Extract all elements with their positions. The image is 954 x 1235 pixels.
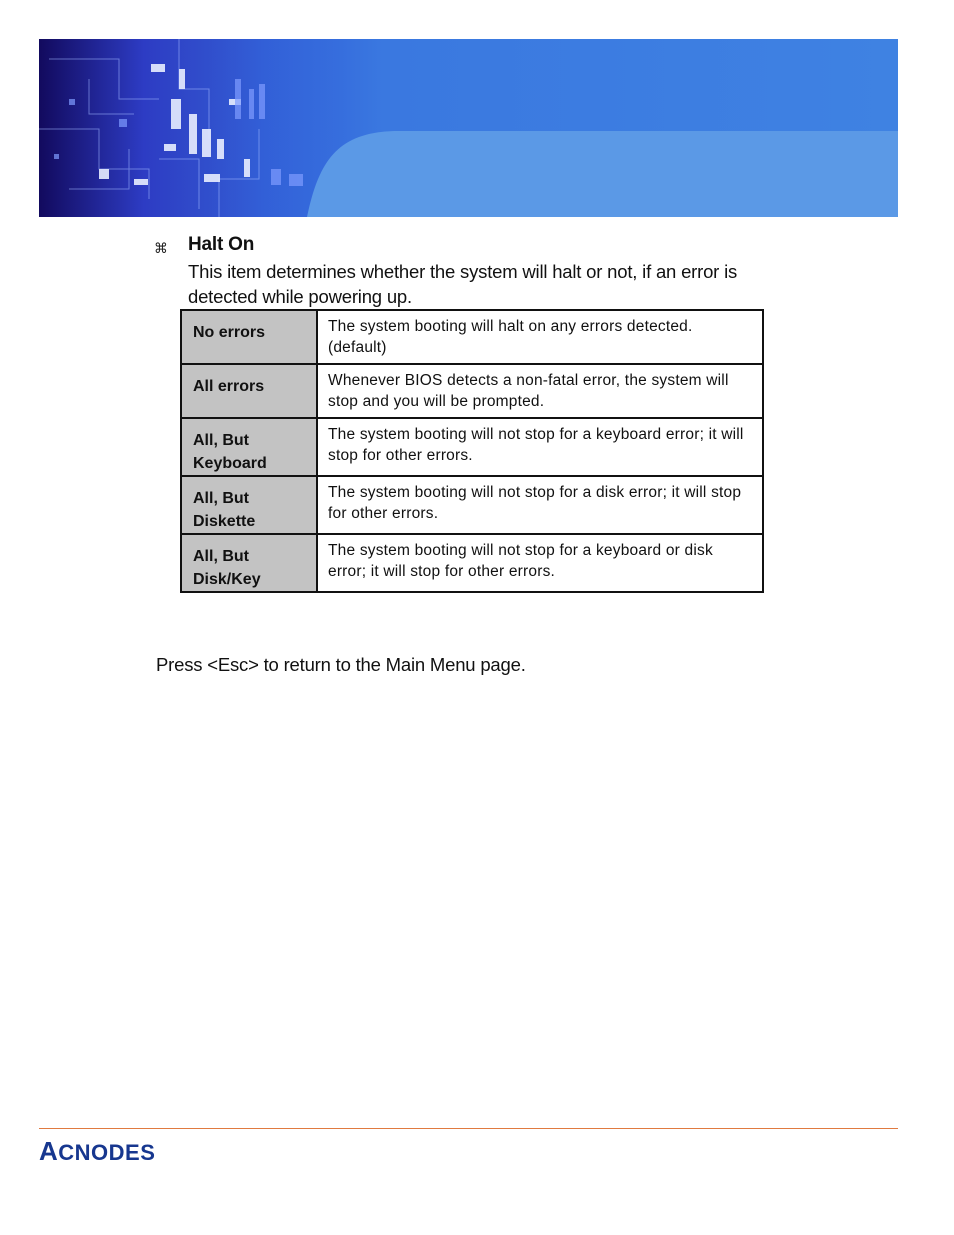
option-name: All, But Diskette — [181, 476, 317, 534]
option-name: All errors — [181, 364, 317, 418]
option-description: Whenever BIOS detects a non-fatal error, the system will stop and you will be prompted. — [317, 364, 763, 418]
option-description: The system booting will halt on any errors detected. (default) — [317, 310, 763, 364]
option-description: The system booting will not stop for a keyboard or disk error; it will stop for other errors. — [317, 534, 763, 592]
table-row — [181, 364, 763, 418]
option-description: The system booting will not stop for a disk error; it will stop for other errors. — [317, 476, 763, 534]
logo-initial: A — [39, 1136, 59, 1166]
logo-rest: CNODES — [58, 1140, 156, 1165]
acnodes-logo — [39, 1136, 155, 1167]
header-banner — [39, 39, 898, 217]
footer-rule — [39, 1128, 898, 1129]
table-row — [181, 418, 763, 476]
table-row — [181, 310, 763, 364]
circuit-board-graphic — [39, 39, 898, 217]
table-row — [181, 534, 763, 592]
section-title: Halt On — [188, 234, 255, 255]
option-name: No errors — [181, 310, 317, 364]
bullet-icon: ⌘ — [154, 240, 168, 256]
option-description: The system booting will not stop for a keyboard error; it will stop for other errors. — [317, 418, 763, 476]
section-description: This item determines whether the system will halt or not, if an error is detected while powering up. — [188, 261, 738, 307]
option-name: All, But Keyboard — [181, 418, 317, 476]
option-name: All, But Disk/Key — [181, 534, 317, 592]
table-row — [181, 476, 763, 534]
halt-on-options-table — [180, 309, 764, 593]
return-instruction: Press <Esc> to return to the Main Menu page. — [156, 654, 526, 675]
